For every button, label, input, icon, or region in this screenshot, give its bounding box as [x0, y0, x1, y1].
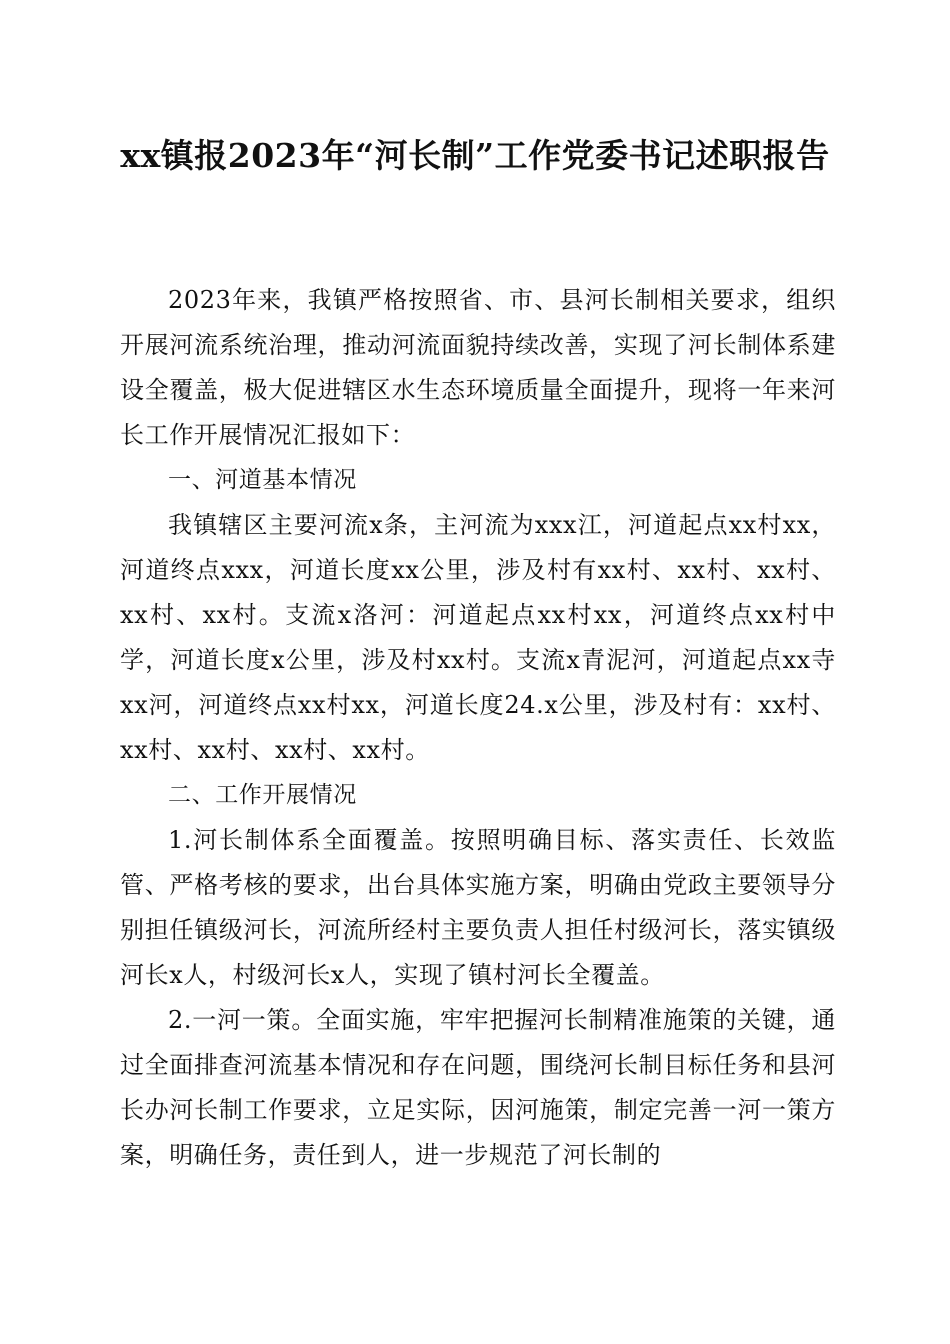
- document-title: xx镇报2023年“河长制”工作党委书记述职报告: [120, 136, 830, 175]
- section-heading-basic-info: 一、河道基本情况: [168, 467, 357, 493]
- section-heading-work-progress: 二、工作开展情况: [168, 782, 357, 808]
- intro-paragraph: 2023年来，我镇严格按照省、市、县河长制相关要求，组织开展河流系统治理，推动河流面貌持续改善，实现了河长制体系建设全覆盖，极大促进辖区水生态环境质量全面提升，现将一年来河长工作开展情况汇报如下：: [120, 286, 836, 449]
- document-body: [120, 278, 836, 1178]
- work-item-1-paragraph: 1.河长制体系全面覆盖。按照明确目标、落实责任、长效监管、严格考核的要求，出台具体实施方案，明确由党政主要领导分别担任镇级河长，河流所经村主要负责人担任村级河长，落实镇级河长x人，村级河长x人，实现了镇村河长全覆盖。: [120, 826, 836, 989]
- work-item-2-paragraph: 2.一河一策。全面实施，牢牢把握河长制精准施策的关键，通过全面排查河流基本情况和存在问题，围绕河长制目标任务和县河长办河长制工作要求，立足实际，因河施策，制定完善一河一策方案，明确任务，责任到人，进一步规范了河长制的: [120, 1006, 836, 1169]
- river-info-paragraph: 我镇辖区主要河流x条，主河流为xxx江，河道起点xx村xx，河道终点xxx，河道长度xx公里，涉及村有xx村、xx村、xx村、xx村、xx村。支流x洛河：河道起点xx村xx，河道终点xx村中学，河道长度x公里，涉及村xx村。支流x青泥河，河道起点xx寺xx河，河道终点xx村xx，河道长度24.x公里，涉及村有：xx村、xx村、xx村、xx村、xx村。: [120, 511, 836, 764]
